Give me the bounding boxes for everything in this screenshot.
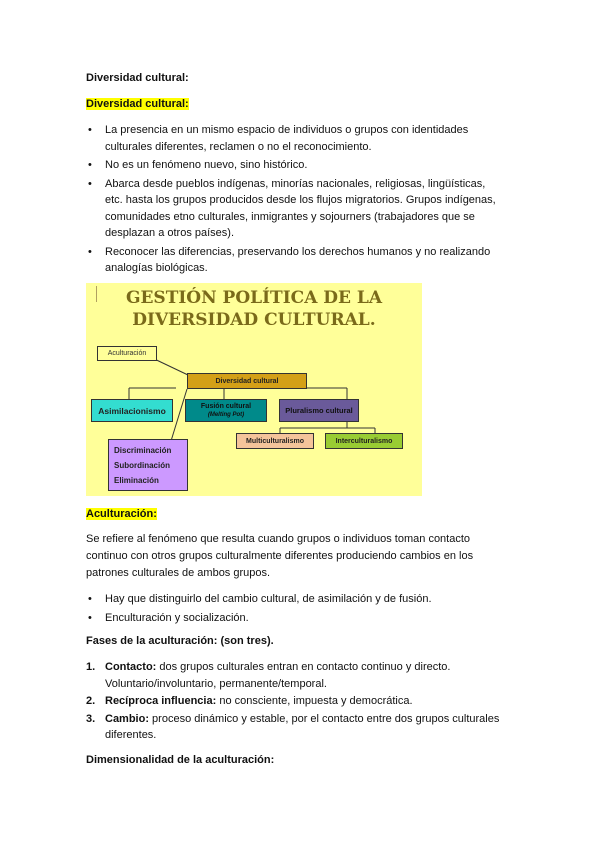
asimilacionismo-box: Asimilacionismo (91, 399, 173, 422)
fase-text: proceso dinámico y estable, por el contacto entre dos grupos culturales diferentes. (105, 712, 500, 741)
highlight: Diversidad cultural: (86, 98, 189, 110)
heading-dimensionalidad: Dimensionalidad de la aculturación: (86, 754, 275, 766)
list-item (86, 659, 506, 692)
fase-text: dos grupos culturales entran en contacto continuo y directo. Voluntario/involuntario, permanente/temporal. (105, 661, 451, 690)
discriminacion-box (108, 439, 188, 491)
heading-diversidad-cultural-highlighted (86, 96, 189, 112)
bullet-list-aculturacion (86, 591, 506, 628)
fase-term: Cambio: (105, 712, 149, 725)
diagram-title-line2: DIVERSIDAD CULTURAL. (132, 310, 376, 330)
interculturalismo-box: Interculturalismo (325, 433, 403, 449)
gestion-politica-diagram (86, 283, 422, 496)
diagram-title-line1: GESTIÓN POLÍTICA DE LA (125, 288, 383, 308)
diversidad-cultural-box: Diversidad cultural (187, 373, 307, 389)
list-item: • Hay que distinguirlo del cambio cultural, de asimilación y de fusión. (86, 591, 506, 608)
list-item: • Enculturación y socialización. (86, 610, 506, 627)
eliminacion-label: Eliminación (114, 475, 159, 485)
subordinacion-label: Subordinación (114, 460, 170, 470)
fusion-label: Fusión cultural (200, 402, 252, 410)
list-item: • No es un fenómeno nuevo, sino histórico. (86, 157, 506, 174)
discriminacion-label: Discriminación (114, 445, 172, 455)
heading-diversidad-cultural: Diversidad cultural: (86, 72, 189, 84)
highlight: Aculturación: (86, 508, 157, 520)
fase-text: no consciente, impuesta y democrática. (216, 695, 413, 707)
pluralismo-cultural-box: Pluralismo cultural (279, 399, 359, 422)
list-item: • Abarca desde pueblos indígenas, minorías nacionales, religiosas, lingüísticas, etc. hasta los grupos producidos desde los flujos migratorios. Grupos indígenas, comunidades etno culturales, inmigrantes y sojourners (trabajadores que se desplazan a otros países). (86, 176, 506, 242)
list-item (86, 693, 506, 710)
fusion-sublabel: (Melting Pot) (207, 411, 245, 418)
multiculturalismo-box: Multiculturalismo (236, 433, 314, 449)
bullet-list-diversidad (86, 122, 506, 279)
list-item: • La presencia en un mismo espacio de individuos o grupos con identidades culturales diferentes, reclamen o no el reconocimiento. (86, 122, 506, 155)
heading-fases: Fases de la aculturación: (son tres). (86, 635, 274, 647)
fase-term: Recíproca influencia: (105, 695, 217, 707)
aculturacion-box: Aculturación (97, 346, 157, 361)
fusion-cultural-box (185, 399, 267, 422)
fase-term: Contacto: (105, 661, 157, 673)
list-item: • Reconocer las diferencias, preservando los derechos humanos y no realizando analogías biológicas. (86, 244, 506, 277)
list-number: 3. (86, 712, 96, 725)
list-number: 1. (86, 661, 96, 673)
aculturacion-paragraph: Se refiere al fenómeno que resulta cuando grupos o individuos toman contacto continuo con otros grupos culturalmente diferentes produciendo cambios en los patrones culturales de ambos grupos. (86, 533, 474, 579)
fases-list (86, 659, 506, 745)
list-number: 2. (86, 695, 96, 707)
heading-aculturacion (86, 506, 157, 522)
list-item (86, 711, 506, 744)
